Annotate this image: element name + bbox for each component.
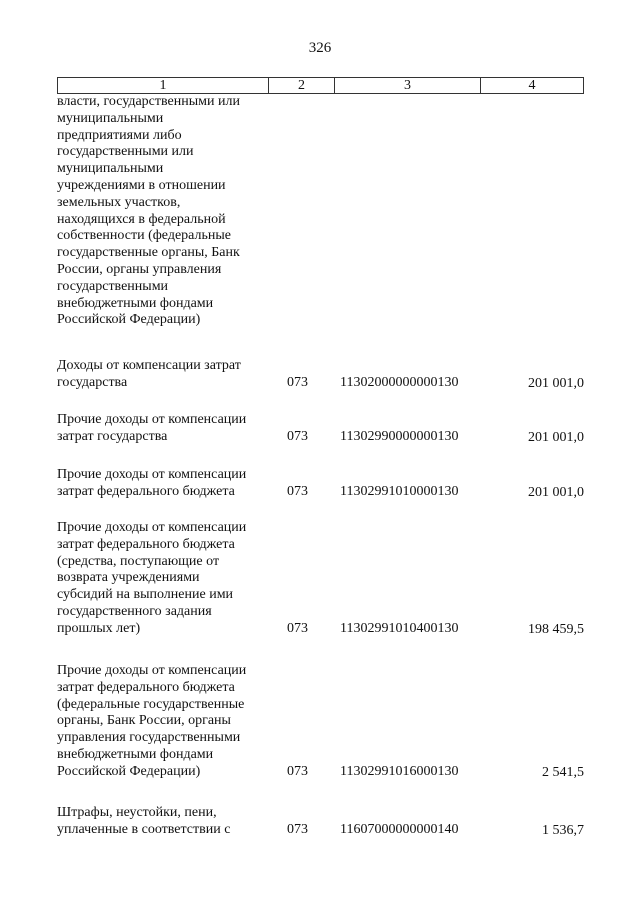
admin-code: 073 <box>287 429 308 444</box>
header-col-2: 2 <box>269 78 335 93</box>
amount-value: 201 001,0 <box>528 376 584 391</box>
table-row <box>57 94 584 334</box>
desc-line: уплаченные в соответствии с <box>57 821 231 837</box>
table-row <box>57 805 584 841</box>
desc-line: государственными <box>57 278 169 294</box>
admin-code: 073 <box>287 375 308 390</box>
desc-line: Прочие доходы от компенсации <box>57 520 247 535</box>
budget-classification-code: 11607000000000140 <box>340 822 459 837</box>
desc-line: государственного задания <box>57 603 212 619</box>
desc-line: Доходы от компенсации затрат <box>57 358 241 373</box>
desc-line: власти, государственными или <box>57 94 240 109</box>
desc-line: собственности (федеральные <box>57 228 231 244</box>
admin-code: 073 <box>287 764 308 779</box>
row-description <box>57 520 267 638</box>
desc-line: (федеральные государственные <box>57 696 245 712</box>
table-row <box>57 520 584 640</box>
desc-line: прошлых лет) <box>57 620 141 636</box>
desc-line: затрат государства <box>57 428 168 444</box>
table-row <box>57 467 584 503</box>
desc-line: органы, Банк России, органы <box>57 713 231 729</box>
desc-line: затрат федерального бюджета <box>57 679 235 695</box>
row-description <box>57 358 267 392</box>
row-description <box>57 467 267 501</box>
header-col-4: 4 <box>528 78 536 93</box>
amount-value: 201 001,0 <box>528 430 584 445</box>
row-description <box>57 663 267 781</box>
desc-line: государственные органы, Банк <box>57 245 240 261</box>
desc-line: внебюджетными фондами <box>57 746 214 762</box>
budget-classification-code: 11302990000000130 <box>340 429 459 444</box>
header-col-1: 1 <box>58 78 269 93</box>
desc-line: Прочие доходы от компенсации <box>57 663 247 678</box>
desc-line: находящихся в федеральной <box>57 211 226 227</box>
desc-line: (средства, поступающие от <box>57 553 220 569</box>
admin-code: 073 <box>287 822 308 837</box>
row-description <box>57 805 267 839</box>
desc-line: Российской Федерации) <box>57 763 201 779</box>
row-description <box>57 412 267 446</box>
desc-line: затрат федерального бюджета <box>57 483 235 499</box>
desc-line: России, органы управления <box>57 261 222 277</box>
row-description <box>57 94 267 329</box>
desc-line: субсидий на выполнение ими <box>57 587 234 603</box>
amount-value: 201 001,0 <box>528 485 584 500</box>
desc-line: учреждениями в отношении <box>57 177 226 193</box>
desc-line: Прочие доходы от компенсации <box>57 467 247 482</box>
admin-code: 073 <box>287 484 308 499</box>
table-header <box>57 77 584 94</box>
desc-line: управления государственными <box>57 730 241 746</box>
desc-line: государства <box>57 374 128 390</box>
table-row <box>57 663 584 783</box>
admin-code: 073 <box>287 621 308 636</box>
page-number: 326 <box>308 40 332 56</box>
desc-line: муниципальными <box>57 110 164 126</box>
budget-classification-code: 11302991016000130 <box>340 764 459 779</box>
budget-classification-code: 11302991010400130 <box>340 621 459 636</box>
desc-line: возврата учреждениями <box>57 570 200 586</box>
amount-value: 2 541,5 <box>542 765 584 780</box>
amount-value: 1 536,7 <box>542 823 584 838</box>
desc-line: Прочие доходы от компенсации <box>57 412 247 427</box>
desc-line: муниципальными <box>57 161 164 177</box>
desc-line: Российской Федерации) <box>57 312 201 328</box>
desc-line: государственными или <box>57 144 194 160</box>
desc-line: земельных участков, <box>57 194 181 210</box>
amount-value: 198 459,5 <box>528 622 584 637</box>
budget-classification-code: 11302000000000130 <box>340 375 459 390</box>
desc-line: затрат федерального бюджета <box>57 536 235 552</box>
desc-line: Штрафы, неустойки, пени, <box>57 805 217 820</box>
header-col-3: 3 <box>335 78 481 93</box>
table-row <box>57 412 584 448</box>
desc-line: внебюджетными фондами <box>57 295 214 311</box>
table-row <box>57 358 584 394</box>
desc-line: предприятиями либо <box>57 127 182 143</box>
budget-classification-code: 11302991010000130 <box>340 484 459 499</box>
